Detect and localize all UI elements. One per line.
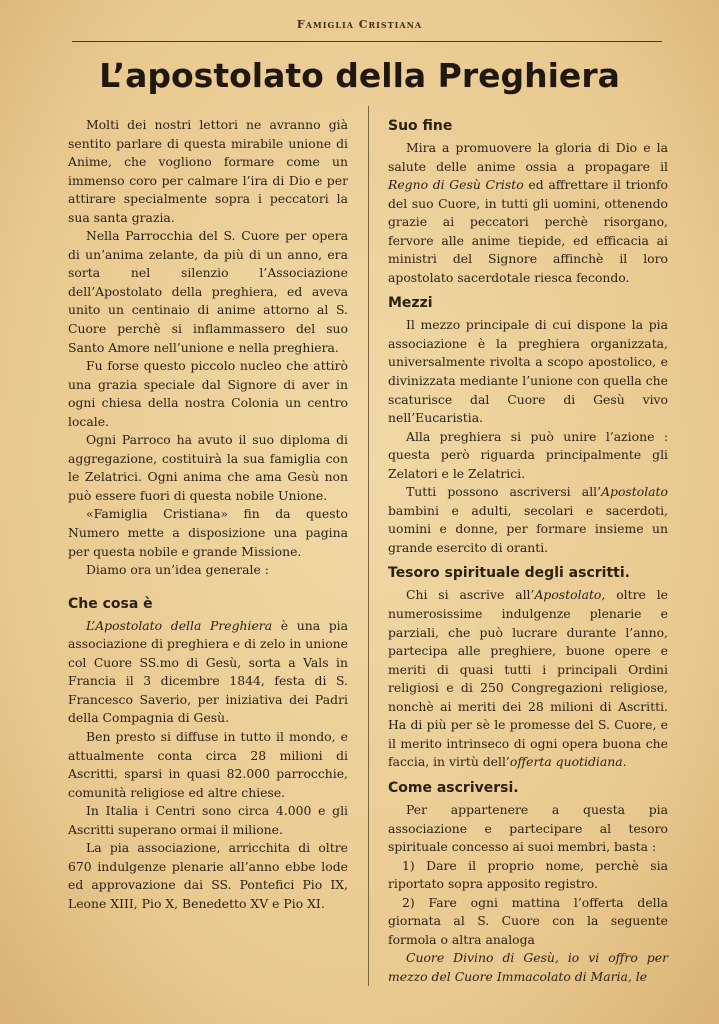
paragraph	[388, 586, 668, 771]
paragraph-text: bambini e adulti, secolari e sacerdoti, uomini e donne, per formare insieme un grande esercito di oranti.	[388, 502, 668, 555]
section-heading: Suo fine	[388, 118, 453, 134]
paragraph: Il mezzo principale di cui dispone la pia associazione è la preghiera organizzata, universalmente rivolta a scopo apostolico, e divinizzata mediante l’unione con quella che scaturisce dal Cuore di Gesù vivo nell’Eucaristia.	[388, 317, 668, 426]
list-item: 1) Dare il proprio nome, perchè sia riportato sopra apposito registro.	[388, 857, 668, 892]
article-title: L’apostolato della Preghiera	[99, 56, 620, 95]
paragraph: Ben presto si diffuse in tutto il mondo, e attualmente conta circa 28 milioni di Ascritti, sparsi in quasi 82.000 parrocchie, comunità religiose ed altre chiese.	[68, 728, 348, 800]
paragraph: Diamo ora un’idea generale :	[86, 562, 269, 578]
paragraph: Ogni Parroco ha avuto il suo diploma di aggregazione, costituirà la sua famiglia con le Zelatrici. Ogni anima che ama Gesù non può essere fuori di questa nobile Unione.	[68, 432, 348, 503]
paragraph: «Famiglia Cristiana» fin da questo Numero mette a disposizione una pagina per questa nobile e grande Missione.	[68, 506, 348, 559]
paragraph: Fu forse questo piccolo nucleo che attirò una grazia speciale dal Signore di aver in ogni chiesa della nostra Colonia un centro locale.	[68, 358, 348, 429]
italic-text: L’Apostolato della Preghiera	[86, 617, 273, 633]
paragraph	[388, 139, 668, 287]
paragraph: In Italia i Centri sono circa 4.000 e gli Ascritti superano ormai il milione.	[68, 803, 348, 837]
list-item: 2) Fare ogni mattina l’offerta della giornata al S. Cuore con la seguente formola o altra analoga	[388, 894, 668, 947]
paragraph: Nella Parrocchia del S. Cuore per opera di un’anima zelante, da più di un anno, era sorta nel silenzio l’Associazione dell’Apostolato della preghiera, ed aveva unito un centinaio di anime attorno al S. Cuore perchè si inflammassero del suo Santo Amore nell’unione e nella preghiera.	[68, 228, 348, 355]
section-heading: Mezzi	[388, 295, 433, 312]
section-heading: Che cosa è	[68, 595, 153, 612]
section-heading: Come ascriversi.	[388, 779, 519, 796]
paragraph-text: Tutti possono ascriversi all’	[406, 484, 602, 500]
section-heading: Tesoro spirituale degli ascritti.	[388, 565, 630, 582]
paragraph: La pia associazione, arricchita di oltre 670 indulgenze plenarie all’anno ebbe lode ed approvazione dai SS. Pontefici Pio IX, Leone XIII, Pio X, Benedetto XV e Pio XI.	[68, 840, 348, 911]
paragraph-text: è una pia associazione di preghiera e di zelo in unione col Cuore SS.mo di Gesù, sorta a Vals in Francia il 3 dicembre 1844, festa di S. Francesco Saverio, per iniziativa dei Padri della Compagnia di Gesù.	[68, 617, 349, 726]
italic-text: Regno di Gesù Cristo	[388, 177, 524, 193]
paragraph: Alla preghiera si può unire l’azione : questa però riguarda principalmente gli Zelatori e le Zelatrici.	[388, 428, 668, 481]
header-rule	[72, 41, 662, 42]
italic-text: offerta quotidiana.	[509, 754, 627, 770]
paragraph-text: ed affrettare il trionfo del suo Cuore, in tutti gli uomini, ottenendo grazie ai peccatori perchè risorgano, fervore alle anime tiepide, ed efficacia ai ministri del Signore affinchè il loro apostolato sacerdotale riesca fecondo.	[388, 177, 669, 285]
paragraph	[388, 949, 668, 986]
paragraph-text: Chi si ascrive all’	[406, 587, 535, 603]
italic-text: Apostolato	[601, 484, 668, 500]
paragraph: Per appartenere a questa pia associazione e partecipare al tesoro spirituale concesso ai suoi membri, basta :	[388, 801, 668, 855]
paragraph: Molti dei nostri lettori ne avranno già sentito parlare di questa mirabile unione di Anime, che vogliono formare come un immenso coro per calmare l’ira di Dio e per attirare specialmente sopra i peccatori la sua santa grazia.	[68, 117, 348, 225]
paragraph	[68, 617, 348, 728]
spacer	[68, 580, 348, 588]
paragraph	[388, 483, 668, 557]
right-column	[388, 116, 668, 986]
paragraph-text: oltre le numerosissime indulgenze plenarie e parziali, che può lucrare durante l’anno, partecipa alle preghiere, buone opere e meriti di quasi tutti i principali Ordini religiosi e di 250 Congregazioni religiose, nonchè ai meriti dei 28 milioni di Ascritti. Ha di più per sè le promesse del S. Cuore, e il merito intrinseco di ogni opera buona che faccia, in virtù dell’	[388, 587, 668, 770]
paragraph-text: Mira a promuovere la gloria di Dio e la salute delle anime ossia a propagare il	[388, 140, 668, 174]
column-divider	[368, 106, 369, 986]
running-header: Famiglia Cristiana	[296, 18, 423, 31]
left-column	[68, 116, 348, 913]
italic-text: Cuore Divino di Gesù, io vi offro per mezzo del Cuore Immacolato di Maria, le	[388, 950, 668, 984]
italic-text: Apostolato,	[534, 587, 606, 603]
